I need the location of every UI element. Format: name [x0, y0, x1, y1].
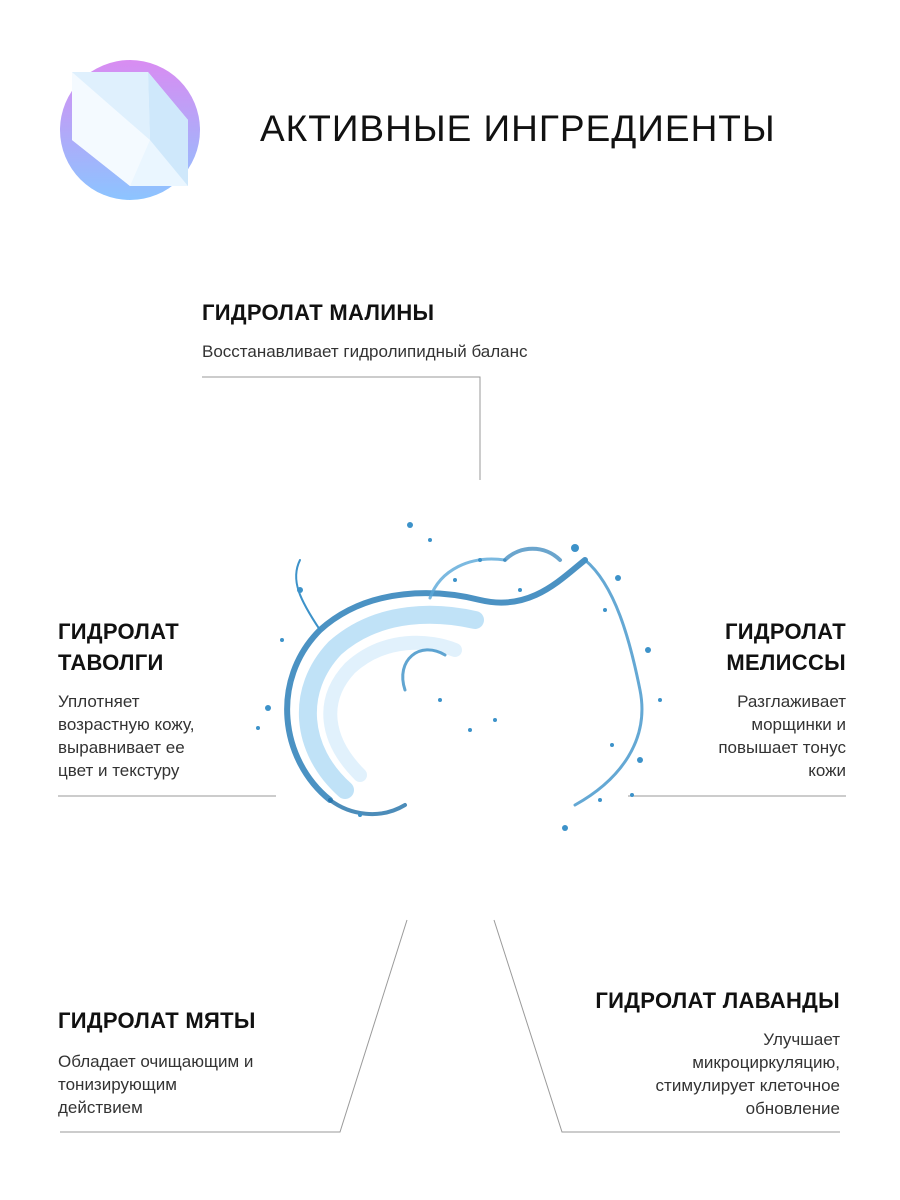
- raspberry-title: ГИДРОЛАТ МАЛИНЫ: [202, 300, 435, 325]
- raspberry-connector: [202, 377, 480, 480]
- mint-desc-line: действием: [58, 1098, 143, 1117]
- melissa-title-line: МЕЛИССЫ: [726, 650, 846, 675]
- meadowsweet-desc-line: Уплотняет: [58, 692, 140, 711]
- melissa-desc-line: кожи: [808, 761, 846, 780]
- raspberry-description: Восстанавливает гидролипидный баланс: [202, 342, 528, 361]
- melissa-title-line: ГИДРОЛАТ: [725, 619, 846, 644]
- mint-desc-line: тонизирующим: [58, 1075, 177, 1094]
- mint-desc-line: Обладает очищающим и: [58, 1052, 254, 1071]
- meadowsweet-title-line: ТАВОЛГИ: [58, 650, 164, 675]
- meadowsweet-desc-line: возрастную кожу,: [58, 715, 195, 734]
- lavender-description: [656, 1028, 840, 1120]
- mint-title: ГИДРОЛАТ МЯТЫ: [58, 1008, 256, 1033]
- lavender-desc-line: обновление: [745, 1099, 840, 1118]
- meadowsweet-desc-line: выравнивает ее: [58, 738, 185, 757]
- melissa-description: [718, 690, 846, 782]
- melissa-desc-line: Разглаживает: [737, 692, 846, 711]
- meadowsweet-title: [58, 616, 179, 678]
- lavender-desc-line: Улучшает: [763, 1030, 840, 1049]
- lavender-desc-line: микроциркуляцию,: [692, 1053, 840, 1072]
- melissa-desc-line: повышает тонус: [718, 738, 846, 757]
- lavender-title: ГИДРОЛАТ ЛАВАНДЫ: [595, 988, 840, 1013]
- melissa-title: [725, 616, 846, 678]
- page-title: АКТИВНЫЕ ИНГРЕДИЕНТЫ: [260, 108, 776, 149]
- meadowsweet-desc-line: цвет и текстуру: [58, 761, 180, 780]
- melissa-desc-line: морщинки и: [751, 715, 846, 734]
- meadowsweet-description: [58, 690, 194, 782]
- mint-description: [58, 1050, 253, 1119]
- meadowsweet-title-line: ГИДРОЛАТ: [58, 619, 179, 644]
- lavender-desc-line: стимулирует клеточное: [655, 1076, 840, 1095]
